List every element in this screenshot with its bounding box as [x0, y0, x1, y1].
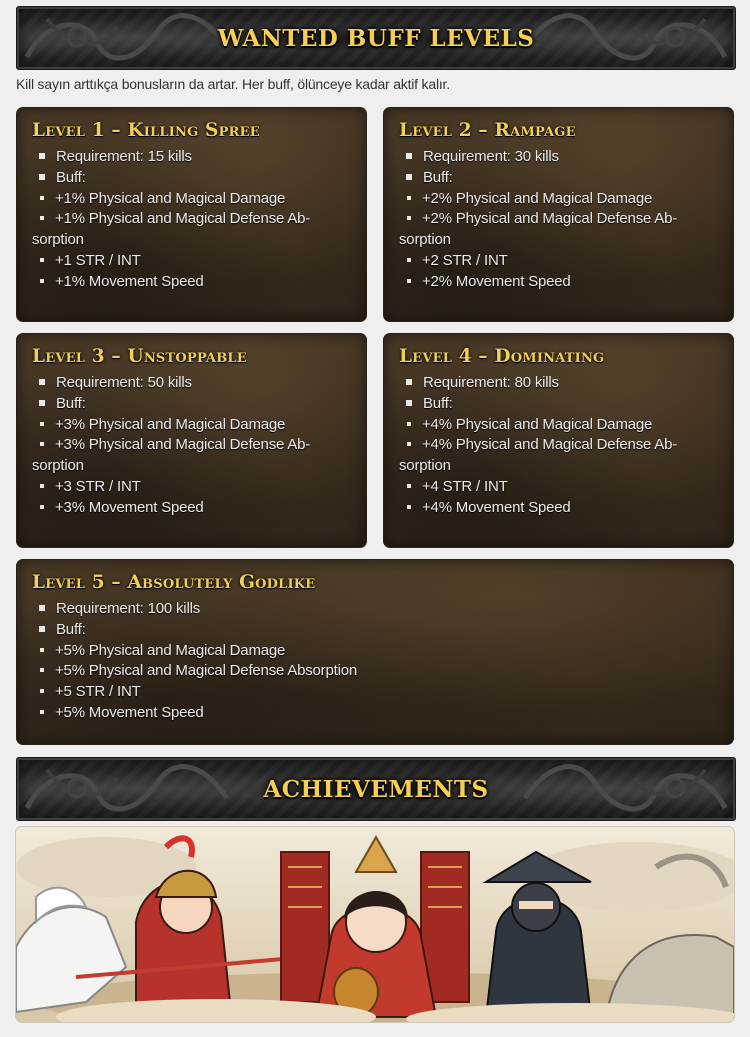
level-title: Level 5 – Absolutely Godlike: [32, 572, 316, 593]
list-item: [399, 477, 719, 498]
small-bullet-icon: [407, 216, 411, 220]
defense-text-wrap: sorption: [399, 231, 451, 249]
small-bullet-icon: [40, 196, 44, 200]
achievements-artwork: [16, 827, 734, 1022]
small-bullet-icon: [40, 216, 44, 220]
small-bullet-icon: [40, 689, 44, 693]
defense-text: +1% Physical and Magical Defense Ab-: [55, 210, 311, 228]
damage-text: +2% Physical and Magical Damage: [422, 189, 653, 207]
str-text: +5 STR / INT: [55, 683, 141, 701]
list-item: [399, 147, 719, 168]
damage-text: +3% Physical and Magical Damage: [55, 415, 286, 433]
defense-text: +3% Physical and Magical Defense Ab-: [55, 436, 311, 454]
list-item: [399, 272, 719, 293]
level-title: Level 1 – Killing Spree: [32, 120, 260, 141]
page-title: WANTED BUFF LEVELS: [200, 25, 553, 52]
requirement-text: Requirement: 50 kills: [56, 374, 192, 391]
list-item: [32, 682, 719, 703]
level-card-3: [16, 333, 367, 548]
small-bullet-icon: [407, 505, 411, 509]
requirement-text: Requirement: 100 kills: [56, 600, 201, 617]
defense-text: +5% Physical and Magical Defense Absorption: [55, 662, 357, 680]
list-item: [399, 251, 719, 272]
small-bullet-icon: [40, 442, 44, 446]
characters-illustration-icon: [16, 827, 734, 1022]
list-item: [32, 147, 352, 168]
level-card-4: [383, 333, 734, 548]
speed-text: +5% Movement Speed: [55, 703, 204, 721]
small-bullet-icon: [40, 668, 44, 672]
small-bullet-icon: [407, 279, 411, 283]
damage-text: +5% Physical and Magical Damage: [55, 641, 286, 659]
str-text: +3 STR / INT: [55, 477, 141, 495]
small-bullet-icon: [40, 279, 44, 283]
small-bullet-icon: [407, 422, 411, 426]
ornament-left-icon: [17, 758, 237, 820]
level-card-1: [16, 107, 367, 322]
list-item: [399, 435, 719, 477]
list-item: [32, 641, 719, 662]
speed-text: +3% Movement Speed: [55, 498, 204, 516]
defense-text: +2% Physical and Magical Defense Ab-: [422, 210, 678, 228]
list-item: [32, 415, 352, 436]
wanted-buff-levels-banner: [16, 6, 736, 70]
requirement-text: Requirement: 30 kills: [423, 148, 559, 165]
list-item: [32, 209, 352, 251]
list-item: [32, 435, 352, 477]
square-bullet-icon: [39, 605, 45, 611]
list-item: [399, 415, 719, 436]
level-title: Level 2 – Rampage: [399, 120, 576, 141]
str-text: +2 STR / INT: [422, 251, 508, 269]
level-requirements-list: [32, 599, 719, 724]
list-item: [399, 168, 719, 189]
small-bullet-icon: [40, 258, 44, 262]
level-title: Level 3 – Unstoppable: [32, 346, 247, 367]
small-bullet-icon: [40, 505, 44, 509]
list-item: [32, 498, 352, 519]
list-item: [32, 394, 352, 415]
list-item: [399, 498, 719, 519]
small-bullet-icon: [40, 484, 44, 488]
speed-text: +2% Movement Speed: [422, 272, 571, 290]
square-bullet-icon: [39, 400, 45, 406]
speed-text: +4% Movement Speed: [422, 498, 571, 516]
achievements-banner: [16, 757, 736, 821]
square-bullet-icon: [406, 153, 412, 159]
defense-text: +4% Physical and Magical Defense Ab-: [422, 436, 678, 454]
small-bullet-icon: [407, 442, 411, 446]
damage-text: +1% Physical and Magical Damage: [55, 189, 286, 207]
list-item: [32, 703, 719, 724]
small-bullet-icon: [40, 648, 44, 652]
damage-text: +4% Physical and Magical Damage: [422, 415, 653, 433]
square-bullet-icon: [39, 379, 45, 385]
list-item: [399, 209, 719, 251]
square-bullet-icon: [406, 379, 412, 385]
small-bullet-icon: [407, 258, 411, 262]
requirement-text: Requirement: 80 kills: [423, 374, 559, 391]
list-item: [32, 168, 352, 189]
square-bullet-icon: [39, 626, 45, 632]
list-item: [32, 251, 352, 272]
list-item: [32, 661, 719, 682]
list-item: [399, 189, 719, 210]
small-bullet-icon: [40, 422, 44, 426]
defense-text-wrap: sorption: [32, 457, 84, 475]
buff-label: Buff:: [56, 620, 86, 638]
buff-label: Buff:: [423, 168, 453, 186]
level-card-5: [16, 559, 734, 745]
defense-text-wrap: sorption: [399, 457, 451, 475]
level-requirements-list: [399, 373, 719, 519]
square-bullet-icon: [406, 400, 412, 406]
defense-text-wrap: sorption: [32, 231, 84, 249]
str-text: +1 STR / INT: [55, 251, 141, 269]
list-item: [32, 620, 719, 641]
square-bullet-icon: [406, 174, 412, 180]
level-requirements-list: [399, 147, 719, 293]
level-requirements-list: [32, 373, 352, 519]
small-bullet-icon: [40, 710, 44, 714]
buff-label: Buff:: [56, 168, 86, 186]
section-title: ACHIEVEMENTS: [245, 776, 506, 803]
list-item: [32, 189, 352, 210]
list-item: [399, 394, 719, 415]
square-bullet-icon: [39, 174, 45, 180]
list-item: [32, 373, 352, 394]
small-bullet-icon: [407, 484, 411, 488]
speed-text: +1% Movement Speed: [55, 272, 204, 290]
square-bullet-icon: [39, 153, 45, 159]
list-item: [32, 272, 352, 293]
intro-text: Kill sayın arttıkça bonusların da artar. Her buff, ölünceye kadar aktif kalır.: [16, 76, 450, 92]
list-item: [32, 477, 352, 498]
list-item: [399, 373, 719, 394]
ornament-right-icon: [515, 758, 735, 820]
str-text: +4 STR / INT: [422, 477, 508, 495]
level-card-2: [383, 107, 734, 322]
level-title: Level 4 – Dominating: [399, 346, 605, 367]
requirement-text: Requirement: 15 kills: [56, 148, 192, 165]
buff-label: Buff:: [56, 394, 86, 412]
list-item: [32, 599, 719, 620]
small-bullet-icon: [407, 196, 411, 200]
buff-label: Buff:: [423, 394, 453, 412]
level-requirements-list: [32, 147, 352, 293]
